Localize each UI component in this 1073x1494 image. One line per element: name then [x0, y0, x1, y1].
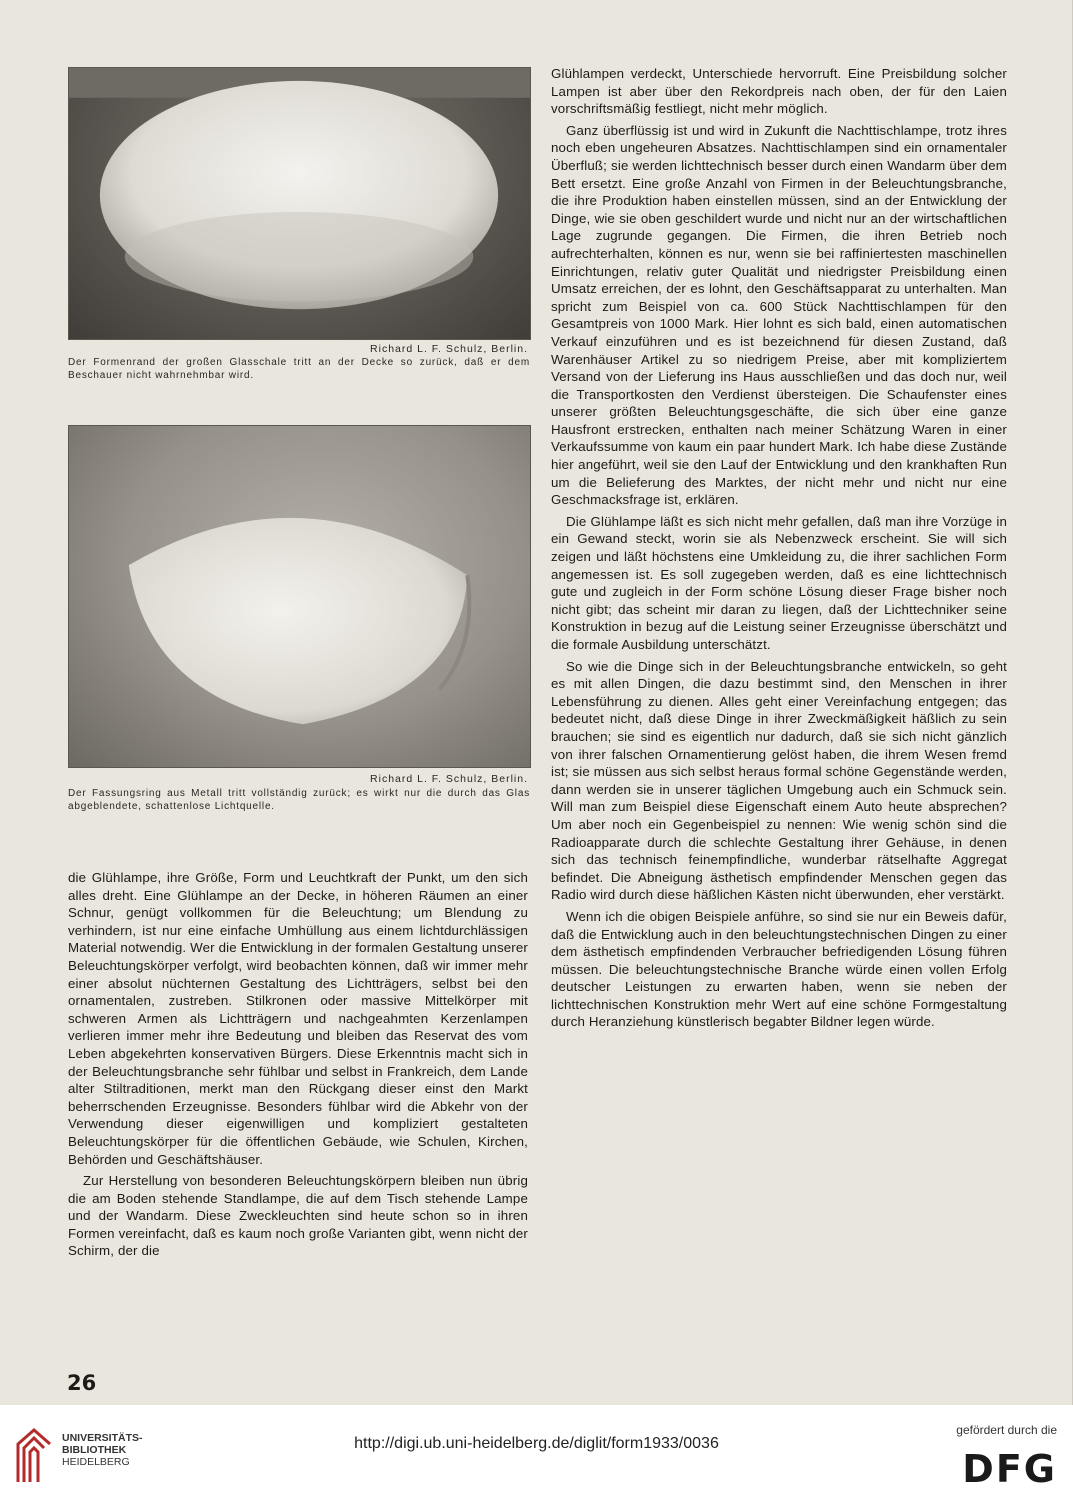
digitization-footer: [0, 1405, 1073, 1494]
left-text-column: [68, 869, 528, 1260]
source-url-link[interactable]: http://digi.ub.uni-heidelberg.de/diglit/form1933/0036: [354, 1435, 719, 1452]
ceiling-dome-lamp-image: [69, 426, 530, 767]
paragraph: Die Glühlampe läßt es sich nicht mehr gefallen, daß man ihre Vorzüge in ein Gewand steckt, worin sie als Nebenzweck erscheint. Sie will sich zeigen und läßt höchstens eine Umkleidung zu, die ihrer sachlichen Form angemessen ist. Es soll zugegeben werden, daß es eine lichttechnisch gute und zugleich in der Form schöne Lösung dieser Frage bisher noch nicht gibt; das scheint mir daran zu liegen, daß der Lichttechniker seine Konstruktion in bezug auf die Leistung seiner Erzeugnisse überschätzt und die formale Ausbildung unterschätzt.: [551, 513, 1007, 652]
page-number: 26: [67, 1371, 97, 1395]
sponsor-note: gefördert durch die: [956, 1423, 1057, 1437]
figure-caption: Der Fassungsring aus Metall tritt vollständig zurück; es wirkt nur die durch das Glas abgeblendete, schattenlose Lichtquelle.: [68, 788, 530, 812]
figure-credit: Richard L. F. Schulz, Berlin.: [370, 773, 528, 785]
library-name-line: UNIVERSITÄTS-: [62, 1432, 143, 1444]
lamp-photo-dome: [68, 425, 531, 768]
university-library-logo-icon: [14, 1424, 56, 1486]
right-text-column: [551, 65, 1007, 1031]
paragraph: Wenn ich die obigen Beispiele anführe, so sind sie nur ein Beweis dafür, daß die Entwicklung auch in den beleuchtungstechnischen Dingen zu einer dem ästhetisch empfindenden Verbraucher befriedigenden Lösung führen müssen. Die beleuchtungstechnische Branche würde einen vollen Erfolg deutscher Leistungen zu erwarten haben, wenn sie neben der lichttechnischen Konstruktion mehr Wert auf eine schöne Formgestaltung durch Heranziehung künstlerisch begabter Bildner legen würde.: [551, 908, 1007, 1030]
paragraph: Glühlampen verdeckt, Unterschiede hervorruft. Eine Preisbildung solcher Lampen ist aber über den Rekordpreis nach oben, der für den Laien vorschriftsmäßig festliegt, nicht mehr möglich.: [551, 66, 1007, 117]
figure-credit: Richard L. F. Schulz, Berlin.: [370, 343, 528, 355]
library-name-line: HEIDELBERG: [62, 1456, 130, 1468]
ceiling-bowl-lamp-image: [69, 68, 530, 339]
paragraph: So wie die Dinge sich in der Beleuchtungsbranche entwickeln, so geht es mit allen Dingen, die dazu bestimmt sind, den Menschen in ihrer Lebensführung zu dienen. Alles geht einer Vereinfachung entgegen; das bedeutet nicht, daß diese Dinge in ihrer Zweckmäßigkeit häßlich zu sein brauchen; sie sind es eigentlich nur dadurch, daß sie sich nicht gänzlich von ihrer falschen Ornamentierung gelöst haben, die ihrem Wesen fremd ist; sie müssen aus sich selbst heraus formal schöne Gegenstände werden, dann werden sie in unserer täglichen Umgebung auch ein Schmuck sein. Will man zum Beispiel diese Eigenschaft einem Auto heute absprechen? Um aber noch ein Gegenbeispiel zu nennen: Wie wenig schön sind die Radioapparate durch die schlechte Gestaltung ihrer Gehäuse, in denen sich das technisch feinempfindliche, wunderbar rätselhafte Aggregat befindet. Die Abneigung ästhetisch empfindender Menschen gegen das Radio wird durch diese häßlichen Kästen nicht überwunden, eher verstärkt.: [551, 658, 1007, 903]
paragraph: Ganz überflüssig ist und wird in Zukunft die Nachttischlampe, trotz ihres noch eben ungeheuren Absatzes. Nachttischlampen sind ein ornamentaler Überfluß; sie werden lichttechnisch besser durch einen Wandarm über dem Bett ersetzt. Eine große Anzahl von Firmen in der Beleuchtungsbranche, die ihre Produktion haben einstellen müssen, sind an der Entwicklung der Dinge, wie sie oben geschildert wurde und nicht nur an der wirtschaftlichen Lage zugrunde gegangen. Die Firmen, die ihren Betrieb noch aufrechterhalten, können es nur, wenn sie bei raffiniertesten maschinellen Einrichtungen, relativ guter Qualität und niedrigster Preisbildung einen Umsatz erreichen, der es lohnt, den Geschäftsapparat zu unterhalten. Man spricht zum Beispiel von ca. 600 Stück Nachttischlampen für den Gesamtpreis von 1000 Mark. Hier lohnt es sich bald, einen automatischen Verkauf einzuführen und es ist bezeichnend für diesen Zustand, daß Warenhäuser Artikel zu so niedrigem Preise, aber mit kompliziertem Versand von der Lieferung ins Haus ausschließen und das doch nur, weil die Transportkosten den Verdienst übersteigen. Die Schaufenster eines unserer größten Beleuchtungsgeschäfte, die sich über eine ganze Hausfront erstrecken, enthalten nach meiner Schätzung Waren in einer Verkaufssumme von kaum ein paar hundert Mark. Ich habe diese Zustände hier angeführt, weil sie den Lauf der Entwicklung und den krankhaften Run um die Belieferung des Marktes, der nicht mehr und nicht nur eine Geschmacksfrage ist, erklären.: [551, 122, 1007, 508]
library-name-line: BIBLIOTHEK: [62, 1444, 127, 1456]
figure-caption: Der Formenrand der großen Glasschale tritt an der Decke so zurück, daß er dem Beschauer nicht wahrnehmbar wird.: [68, 357, 530, 381]
dfg-logo: DFG: [962, 1447, 1057, 1491]
lamp-photo-bowl: [68, 67, 531, 340]
paragraph: die Glühlampe, ihre Größe, Form und Leuchtkraft der Punkt, um den sich alles dreht. Eine Glühlampe an der Decke, in höheren Räumen an einer Schnur, genügt vollkommen für die Beleuchtung; um Blendung zu verhindern, ist nur eine einfache Umhüllung aus einem lichtdurchlässigen Material notwendig. Wer die Entwicklung in der formalen Gestaltung unserer Beleuchtungskörper verfolgt, wird beobachten können, daß wir immer mehr einer absolut nüchternen Gestaltung des Lichtträgers, selbst bei den ornamentalen, zustreben. Stilkronen oder massive Mittelkörper mit schweren Armen als Lichtträgern und nachgeahmten Kerzenlampen verlieren immer mehr ihre Bedeutung und bleiben das Reservat des vom Leben abgekehrten konservativen Bürgers. Diese Erkenntnis macht sich in der Beleuchtungsbranche sehr fühlbar und selbst in Frankreich, dem Lande alter Stiltraditionen, merkt man den Rückgang dieser einst den Markt beherrschenden Erzeugnisse. Besonders fühlbar wird die Abkehr von der Verwendung dieser eigenwilligen und kompliziert gestalteten Beleuchtungskörper für die öffentlichen Gebäude, wie Schulen, Kirchen, Behörden und Geschäftshäuser.: [68, 870, 528, 1167]
paragraph: Zur Herstellung von besonderen Beleuchtungskörpern bleiben nun übrig die am Boden stehende Standlampe, die auf dem Tisch stehende Lampe und der Wandarm. Diese Zweckleuchten sind heute schon so in ihren Formen vereinfacht, daß es kaum noch große Varianten gibt, wenn nicht der Schirm, der die: [68, 1173, 528, 1259]
